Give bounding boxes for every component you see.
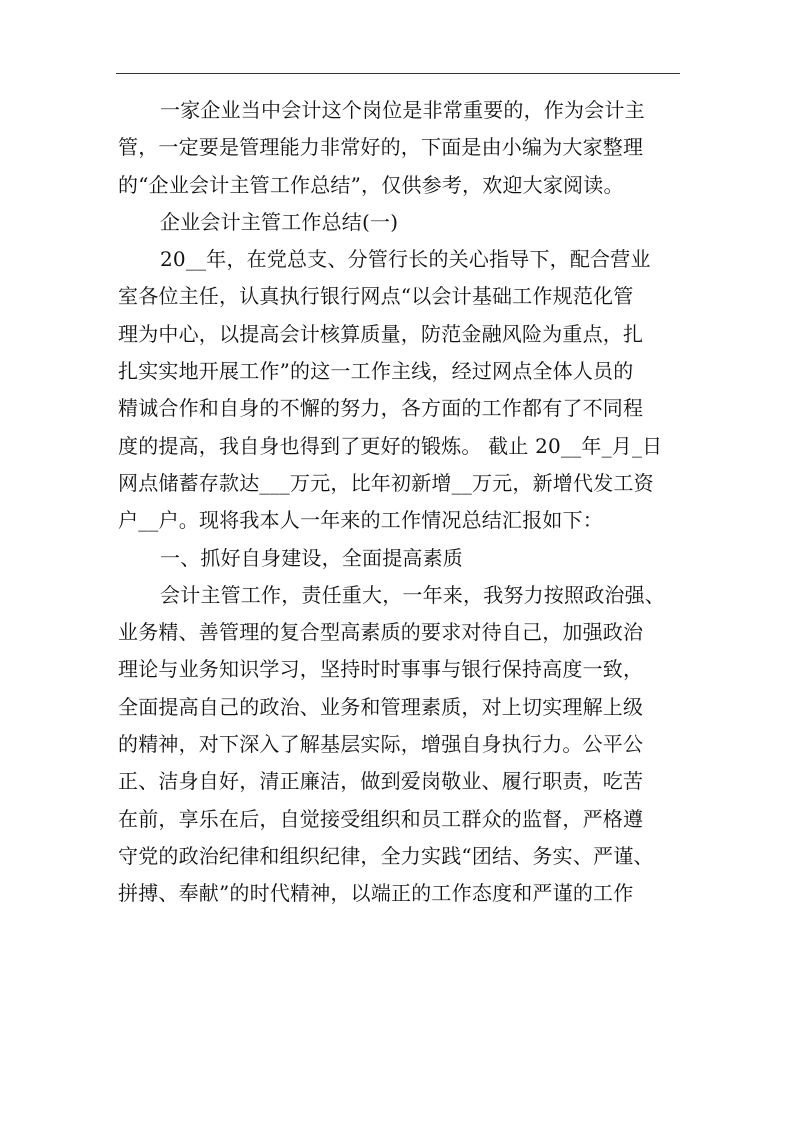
intro-line-3: 的“企业会计主管工作总结”，仅供参考，欢迎大家阅读。 [118, 172, 624, 197]
body-line-14: 正、洁身自好，清正廉洁，做到爱岗敬业、履行职责，吃苦 [118, 769, 644, 794]
subheading-1: 一、抓好自身建设，全面提高素质 [160, 545, 463, 570]
body-line-5: 精诚合作和自身的不懈的努力，各方面的工作都有了不同程 [118, 396, 644, 421]
body-line-11: 理论与业务知识学习，坚持时时事事与银行保持高度一致， [118, 657, 644, 682]
header-divider [116, 73, 680, 74]
body-line-10: 业务精、善管理的复合型高素质的要求对待自己，加强政治 [118, 620, 644, 645]
body-line-3: 理为中心，以提高会计核算质量，防范金融风险为重点，扎 [118, 321, 644, 346]
body-line-7: 网点储蓄存款达___万元，比年初新增__万元，新增代发工资 [118, 470, 654, 495]
body-line-2: 室各位主任，认真执行银行网点“以会计基础工作规范化管 [118, 284, 634, 309]
body-line-4: 扎实实地开展工作”的这一工作主线，经过网点全体人员的 [118, 359, 634, 384]
body-line-16: 守党的政治纪律和组织纪律，全力实践“团结、务实、严谨、 [118, 843, 654, 868]
intro-line-1: 一家企业当中会计这个岗位是非常重要的，作为会计主 [160, 98, 645, 122]
body-line-1: 20__年，在党总支、分管行长的关心指导下，配合营业 [160, 247, 651, 272]
document-body [118, 92, 678, 913]
section-title: 企业会计主管工作总结(一) [160, 209, 399, 234]
body-line-17: 拼搏、奉献”的时代精神，以端正的工作态度和严谨的工作 [118, 881, 634, 906]
body-line-12: 全面提高自己的政治、业务和管理素质，对上切实理解上级 [118, 694, 644, 719]
intro-line-2: 管，一定要是管理能力非常好的，下面是由小编为大家整理 [118, 135, 644, 160]
body-line-6: 度的提高，我自身也得到了更好的锻炼。 截止 20__年_月_日 [118, 433, 663, 458]
body-line-8: 户__户。现将我本人一年来的工作情况总结汇报如下： [118, 508, 603, 533]
body-line-15: 在前，享乐在后，自觉接受组织和员工群众的监督，严格遵 [118, 806, 644, 831]
body-line-9: 会计主管工作，责任重大，一年来，我努力按照政治强、 [160, 582, 665, 607]
body-line-13: 的精神，对下深入了解基层实际，增强自身执行力。公平公 [118, 732, 644, 757]
